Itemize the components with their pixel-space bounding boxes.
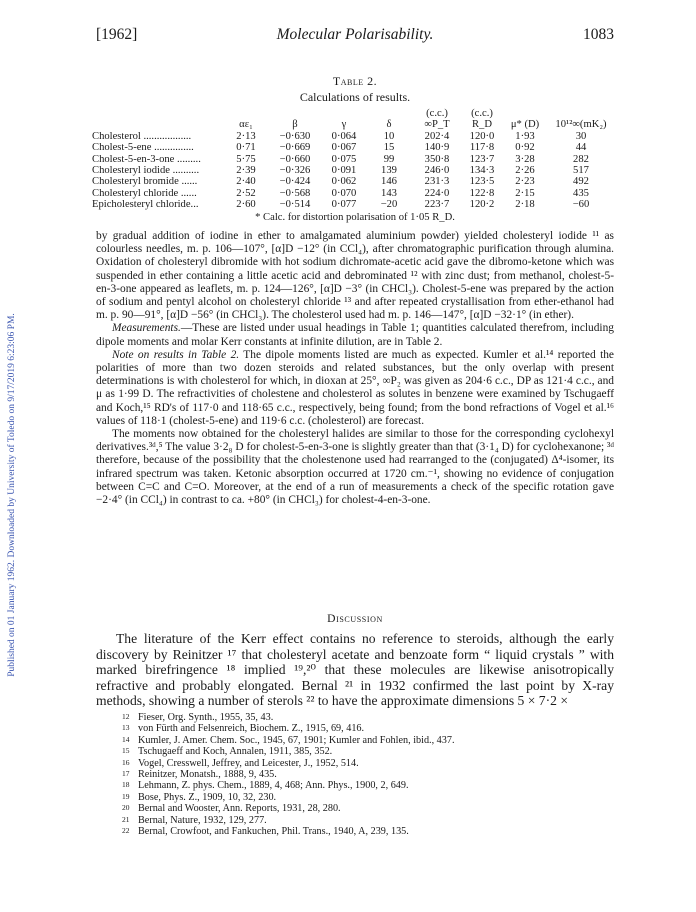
value-cell: 15 xyxy=(383,142,395,154)
value-cell: 0·71 xyxy=(236,142,256,154)
units-cell xyxy=(224,108,268,119)
reference-item xyxy=(122,769,614,780)
reference-number: 16 xyxy=(122,757,130,767)
value-cell: 1·93 xyxy=(515,130,535,142)
value-cell: 140·9 xyxy=(424,142,450,154)
value-cell: 120·0 xyxy=(469,130,495,142)
column-header: β xyxy=(292,119,298,131)
reference-text: Bose, Phys. Z., 1909, 10, 32, 230. xyxy=(138,791,277,803)
reference-text: Reinitzer, Monatsh., 1888, 9, 435. xyxy=(138,769,277,781)
reference-item xyxy=(122,792,614,803)
column-header: γ xyxy=(341,119,347,131)
reference-text: Bernal and Wooster, Ann. Reports, 1931, 28, 280. xyxy=(138,803,341,815)
measurements-lead: Measurements. xyxy=(112,322,181,335)
table-header-row xyxy=(92,119,614,130)
paragraph-halides: The moments now obtained for the cholesteryl halides are similar to those for the corresponding cyclohexyl derivatives.³ᵈ,⁵ The value 3·2₈ D for cholest-5-en-3-one is slightly greater than that (3·1₄ D) for cyclohexanone; ³ᵈ therefore, because of the possibility that the cholestenone used had rearranged to the (conjugated) Δ⁴-isomer, its infrared spectrum was taken. Ketonic absorption occurred at 1720 cm.⁻¹, showing no evidence of conjugation between C=C and C=O. Moreover, at the end of a run of measurements a check of the specific rotation gave −2·4° (in CCl₄) in contrast to ca. +80° (in CHCl₃) for cholest-4-en-3-one. xyxy=(96,428,614,507)
units-cell xyxy=(366,108,412,119)
compound-name-cell: Epicholesteryl chloride... xyxy=(92,199,199,211)
value-cell: 44 xyxy=(575,142,587,154)
value-cell: 99 xyxy=(383,153,395,165)
value-cell: 224·0 xyxy=(424,187,450,199)
value-cell: 134·3 xyxy=(469,165,495,177)
value-cell: −0·326 xyxy=(279,165,311,177)
value-cell: 0·075 xyxy=(331,153,357,165)
reference-number: 14 xyxy=(122,734,130,744)
value-cell: 2·52 xyxy=(236,187,256,199)
value-cell: 143 xyxy=(381,187,397,199)
column-header: ∞P_T xyxy=(424,119,450,131)
discussion-heading: Discussion xyxy=(327,612,383,625)
value-cell: 282 xyxy=(573,153,589,165)
value-cell: −0·630 xyxy=(279,130,311,142)
value-cell: 123·7 xyxy=(469,153,495,165)
value-cell: 146 xyxy=(381,176,397,188)
value-cell: 117·8 xyxy=(469,142,495,154)
value-cell: 120·2 xyxy=(469,199,495,211)
reference-item xyxy=(122,735,614,746)
reference-item xyxy=(122,758,614,769)
value-cell: 139 xyxy=(381,165,397,177)
value-cell: 122·8 xyxy=(469,187,495,199)
reference-item xyxy=(122,780,614,791)
value-cell: 2·18 xyxy=(515,199,535,211)
reference-number: 19 xyxy=(122,791,130,801)
value-cell: 2·39 xyxy=(236,165,256,177)
column-header xyxy=(92,119,224,130)
value-cell: 202·4 xyxy=(424,130,450,142)
column-header: 10¹²∞(mK₂) xyxy=(555,119,607,131)
units-cell xyxy=(268,108,322,119)
units-cell: (c.c.) xyxy=(471,108,493,119)
value-cell: 10 xyxy=(383,130,395,142)
results-note-lead: Note on results in Table 2. xyxy=(112,348,240,361)
table-units-row xyxy=(92,108,614,119)
value-cell: 2·15 xyxy=(515,187,535,199)
column-header: δ xyxy=(386,119,392,131)
value-cell: 2·40 xyxy=(236,176,256,188)
reference-number: 22 xyxy=(122,826,130,836)
value-cell: 2·13 xyxy=(236,130,256,142)
value-cell: 223·7 xyxy=(424,199,450,211)
value-cell: 492 xyxy=(573,176,589,188)
value-cell: 5·75 xyxy=(236,153,256,165)
value-cell: −0·669 xyxy=(279,142,311,154)
reference-item xyxy=(122,815,614,826)
reference-number: 20 xyxy=(122,803,130,813)
discussion-body xyxy=(96,631,614,709)
reference-text: Fieser, Org. Synth., 1955, 35, 43. xyxy=(138,712,274,723)
value-cell: 0·92 xyxy=(515,142,535,154)
reference-text: Kumler, J. Amer. Chem. Soc., 1945, 67, 1901; Kumler and Fohlen, ibid., 437. xyxy=(138,734,455,746)
value-cell: 0·064 xyxy=(331,130,357,142)
units-cell xyxy=(548,108,614,119)
units-cell xyxy=(322,108,366,119)
compound-name-cell: Cholesteryl chloride ...... xyxy=(92,187,197,199)
table-row xyxy=(92,142,614,153)
download-watermark-text: Published on 01 January 1962. Downloaded by University of Toledo on 9/17/2019 6:23:06 PM. xyxy=(7,313,17,677)
body-text xyxy=(96,230,614,507)
value-cell: 0·067 xyxy=(331,142,357,154)
value-cell: −0·424 xyxy=(279,176,311,188)
reference-text: Bernal, Nature, 1932, 129, 277. xyxy=(138,814,267,826)
compound-name-cell: Cholest-5-ene ............... xyxy=(92,142,194,154)
table-row xyxy=(92,154,614,165)
value-cell: −0·660 xyxy=(279,153,311,165)
table-row xyxy=(92,176,614,187)
value-cell: 0·077 xyxy=(331,199,357,211)
value-cell: 123·5 xyxy=(469,176,495,188)
reference-item xyxy=(122,803,614,814)
value-cell: 0·091 xyxy=(331,165,357,177)
reference-number: 21 xyxy=(122,814,130,824)
reference-text: von Fürth and Felsenreich, Biochem. Z., 1915, 69, 416. xyxy=(138,723,365,735)
value-cell: 2·26 xyxy=(515,165,535,177)
value-cell: 2·23 xyxy=(515,176,535,188)
reference-text: Lehmann, Z. phys. Chem., 1889, 4, 468; Ann. Phys., 1900, 2, 649. xyxy=(138,780,409,792)
compound-name-cell: Cholesteryl iodide .......... xyxy=(92,165,200,177)
column-header: R_D xyxy=(471,119,492,131)
paragraph-results-note xyxy=(96,349,614,428)
page-header xyxy=(96,26,614,46)
reference-item xyxy=(122,712,614,723)
value-cell: 2·60 xyxy=(236,199,256,211)
header-year: [1962] xyxy=(96,26,138,43)
reference-text: Bernal, Crowfoot, and Fankuchen, Phil. Trans., 1940, A, 239, 135. xyxy=(138,826,409,838)
table-row xyxy=(92,131,614,142)
column-header: αε₁ xyxy=(239,119,253,131)
reference-number: 18 xyxy=(122,780,130,790)
measurements-text: —These are listed under usual headings in Table 1; quantities calculated therefrom, including dipole moments and molar Kerr constants at infinite dilution, are in Table 2. xyxy=(96,322,614,348)
table-row xyxy=(92,199,614,210)
reference-text: Vogel, Cresswell, Jeffrey, and Leicester, J., 1952, 514. xyxy=(138,757,359,769)
value-cell: 3·28 xyxy=(515,153,535,165)
reference-number: 13 xyxy=(122,723,130,733)
value-cell: 0·070 xyxy=(331,187,357,199)
units-cell: (c.c.) xyxy=(426,108,448,119)
units-cell xyxy=(92,108,224,119)
value-cell: −20 xyxy=(380,199,398,211)
download-watermark xyxy=(6,150,18,840)
table-row xyxy=(92,165,614,176)
table-body xyxy=(92,131,614,211)
reference-item xyxy=(122,723,614,734)
units-cell xyxy=(502,108,548,119)
column-header: μ* (D) xyxy=(510,119,540,131)
compound-name-cell: Cholesterol .................. xyxy=(92,130,192,142)
value-cell: 231·3 xyxy=(424,176,450,188)
reference-number: 17 xyxy=(122,769,130,779)
reference-number: 12 xyxy=(122,712,130,721)
header-title: Molecular Polarisability. xyxy=(276,26,434,43)
value-cell: 350·8 xyxy=(424,153,450,165)
page-number: 1083 xyxy=(583,26,614,43)
table-footnote: * Calc. for distortion polarisation of 1·05 R_D. xyxy=(255,212,455,223)
value-cell: 517 xyxy=(573,165,589,177)
paragraph-preparation: by gradual addition of iodine in ether to amalgamated aluminium powder) yielded cholesteryl iodide ¹¹ as colourless needles, m. p. 106—107°, [α]D −12° (in CCl₄), after chromatographic purification through alumina. Oxidation of cholesteryl dibromide with hot sodium dichromate-acetic acid gave the dibromo-ketone which was suspended in ether containing a little acetic acid and debrominated ¹² with zinc dust; from methanol, cholest-5-en-3-one appeared as leaflets, m. p. 124—126°, [α]D −3° (in CHCl₃). Cholest-5-ene was prepared by the action of sodium and pentyl alcohol on cholesteryl chloride ¹³ and after repeated crystallisation from ether-ethanol had m. p. 90—91°, [α]D −56° (in CHCl₃). The cholesterol used had m. p. 146—147°, [α]D −32·1° (in ether). xyxy=(96,230,614,322)
value-cell: 435 xyxy=(573,187,589,199)
reference-item xyxy=(122,826,614,837)
table-label: Table 2. xyxy=(332,74,378,88)
reference-number: 15 xyxy=(122,746,130,756)
results-table xyxy=(92,108,614,211)
compound-name-cell: Cholesteryl bromide ...... xyxy=(92,176,198,188)
paragraph-measurements xyxy=(96,322,614,348)
value-cell: −0·568 xyxy=(279,187,311,199)
results-note-text: The dipole moments listed are much as expected. Kumler et al.¹⁴ reported the polarities of more than two dozen steroids and related substances, but the only overlap with present determinations is with cholesterol for which, in dioxan at 25°, ∞P₂ was given as 204·6 c.c., DP as 121·4 c.c., and μ as 1·99 D. The refractivities of cholestene and cholesterol as solutes in benzene were examined by Tschugaeff and Koch,¹⁵ RD's of 117·0 and 118·65 c.c., respectively, being found; from the bond refractions of Vogel et al.¹⁶ values of 118·1 (cholest-5-ene) and 119·6 c.c. (cholesterol) are forecast. xyxy=(96,348,614,427)
value-cell: 0·062 xyxy=(331,176,357,188)
value-cell: 30 xyxy=(575,130,587,142)
table-caption: Calculations of results. xyxy=(299,90,411,104)
references-list xyxy=(122,712,614,837)
value-cell: 246·0 xyxy=(424,165,450,177)
discussion-paragraph: The literature of the Kerr effect contains no reference to steroids, although the early discovery by Reinitzer ¹⁷ that cholesteryl acetate and benzoate form “ liquid crystals ” with marked birefringence ¹⁸ implied ¹⁹,²⁰ that these molecules are likewise anisotropically refractive and probably elongated. Bernal ²¹ in 1932 confirmed the last point by X-ray methods, showing a number of sterols ²² to have the approximate dimensions 5 × 7·2 × xyxy=(96,631,614,709)
table-row xyxy=(92,188,614,199)
value-cell: −60 xyxy=(572,199,590,211)
compound-name-cell: Cholest-5-en-3-one ......... xyxy=(92,153,201,165)
reference-text: Tschugaeff and Koch, Annalen, 1911, 385, 352. xyxy=(138,746,333,758)
reference-item xyxy=(122,746,614,757)
value-cell: −0·514 xyxy=(279,199,311,211)
